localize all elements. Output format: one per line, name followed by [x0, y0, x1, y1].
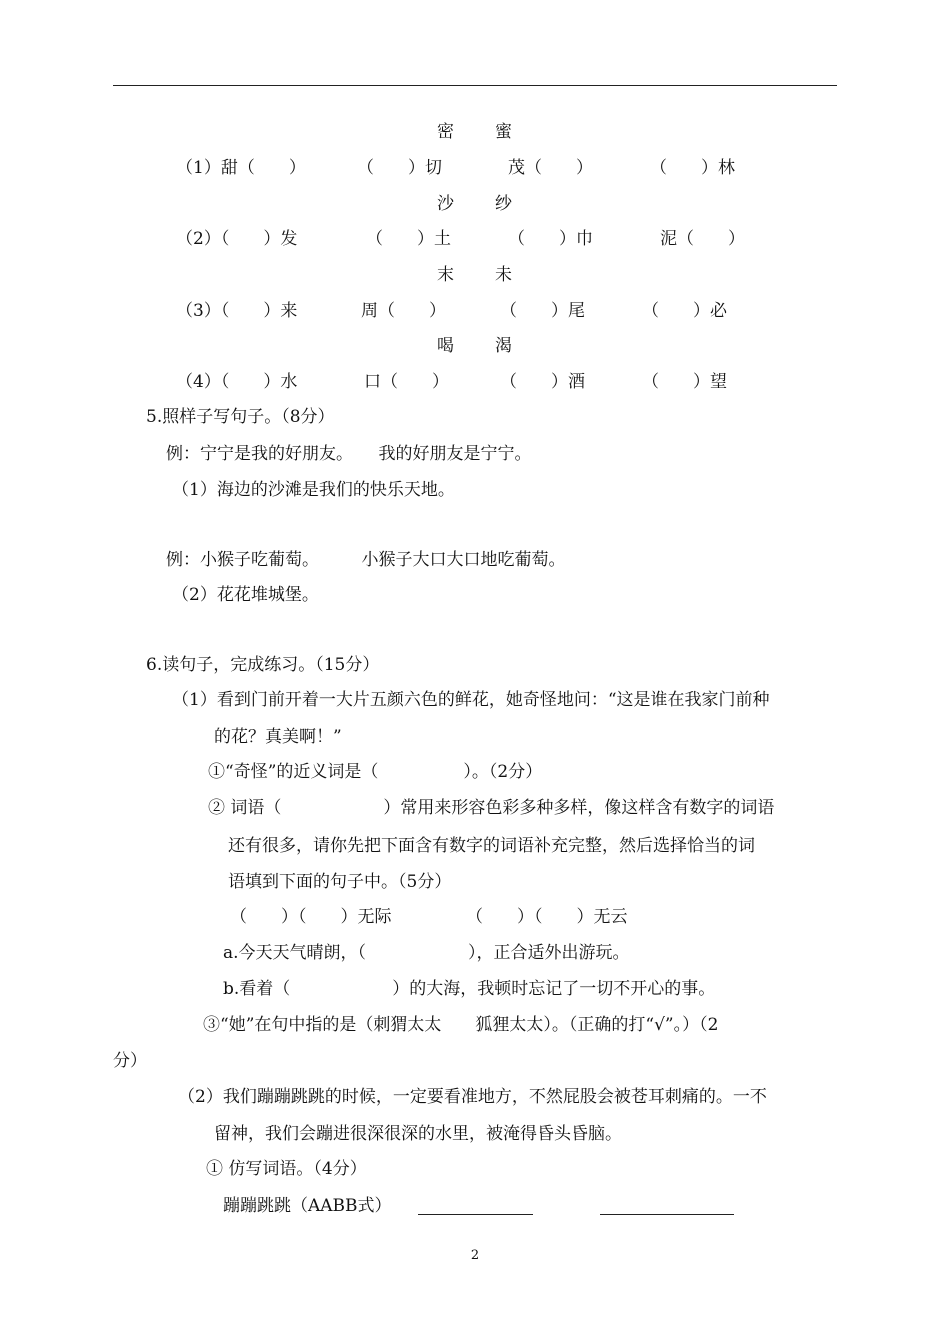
sub-question-4: ① 仿写词语。（4分）: [206, 1159, 367, 1179]
sentence-prompt: （2）花花堆城堡。: [172, 585, 319, 605]
sub-question-4-example: 蹦蹦跳跳（AABB式）: [223, 1196, 392, 1216]
header-rule: [113, 85, 837, 86]
passage-2-line: （2）我们蹦蹦跳跳的时候，一定要看准地方，不然屁股会被苍耳刺痛的。一不: [178, 1087, 767, 1107]
sub-question-3-line: ③“她”在句中指的是（刺猬太太 狐狸太太）。（正确的打“√”。）（2: [203, 1015, 719, 1035]
fill-sentence-b: b.看着（ ）的大海，我顿时忘记了一切不开心的事。: [223, 979, 716, 999]
sub-question-1: ①“奇怪”的近义词是（ ）。（2分）: [208, 762, 543, 782]
fill-item: 茂（ ）: [508, 158, 593, 178]
fill-item: 周（ ）: [361, 301, 446, 321]
fill-item: （ ）必: [642, 301, 727, 321]
sub-question-2-line: 语填到下面的句子中。（5分）: [228, 872, 452, 892]
fill-item: （ ）土: [366, 229, 451, 249]
fill-item: （1）甜（ ）: [176, 158, 306, 178]
char-header: 沙: [437, 194, 454, 214]
fill-item: （ ）巾: [508, 229, 593, 249]
page-number: 2: [470, 1248, 480, 1263]
char-header: 未: [495, 265, 512, 285]
question-5-title: 5.照样子写句子。（8分）: [146, 407, 335, 427]
idiom-fill: （ ）（ ）无云: [466, 907, 628, 927]
passage-2-line: 留神，我们会蹦进很深很深的水里，被淹得昏头昏脑。: [214, 1124, 622, 1144]
question-6-title: 6.读句子，完成练习。（15分）: [146, 655, 380, 675]
char-header: 蜜: [495, 122, 512, 142]
char-header: 密: [437, 122, 454, 142]
fill-item: （4）（ ）水: [176, 372, 298, 392]
char-header: 喝: [437, 336, 454, 356]
fill-item: （ ）望: [642, 372, 727, 392]
sub-question-3-line: 分）: [113, 1051, 147, 1071]
fill-item: （3）（ ）来: [176, 301, 298, 321]
fill-item: 口（ ）: [364, 372, 449, 392]
fill-item: （ ）林: [650, 158, 735, 178]
passage-1-line: （1）看到门前开着一大片五颜六色的鲜花，她奇怪地问：“这是谁在我家门前种: [172, 690, 770, 710]
sentence-prompt: （1）海边的沙滩是我们的快乐天地。: [172, 480, 455, 500]
fill-sentence-a: a.今天天气晴朗，（ ），正合适外出游玩。: [223, 943, 630, 963]
example-sentence: 例：宁宁是我的好朋友。 我的好朋友是宁宁。: [166, 444, 532, 464]
fill-item: （2）（ ）发: [176, 229, 298, 249]
passage-1-line: 的花？真美啊！”: [214, 727, 342, 747]
fill-item: 泥（ ）: [660, 229, 745, 249]
sub-question-2-line: ② 词语（ ）常用来形容色彩多种多样，像这样含有数字的词语: [208, 798, 775, 818]
fill-item: （ ）切: [357, 158, 442, 178]
answer-blank[interactable]: [418, 1214, 533, 1215]
sub-question-2-line: 还有很多，请你先把下面含有数字的词语补充完整，然后选择恰当的词: [228, 836, 755, 856]
char-header: 纱: [495, 194, 512, 214]
example-sentence: 例：小猴子吃葡萄。 小猴子大口大口地吃葡萄。: [166, 550, 566, 570]
char-header: 渴: [495, 336, 512, 356]
idiom-fill: （ ）（ ）无际: [230, 907, 392, 927]
fill-item: （ ）酒: [500, 372, 585, 392]
char-header: 末: [437, 265, 454, 285]
answer-blank[interactable]: [600, 1214, 734, 1215]
fill-item: （ ）尾: [500, 301, 585, 321]
